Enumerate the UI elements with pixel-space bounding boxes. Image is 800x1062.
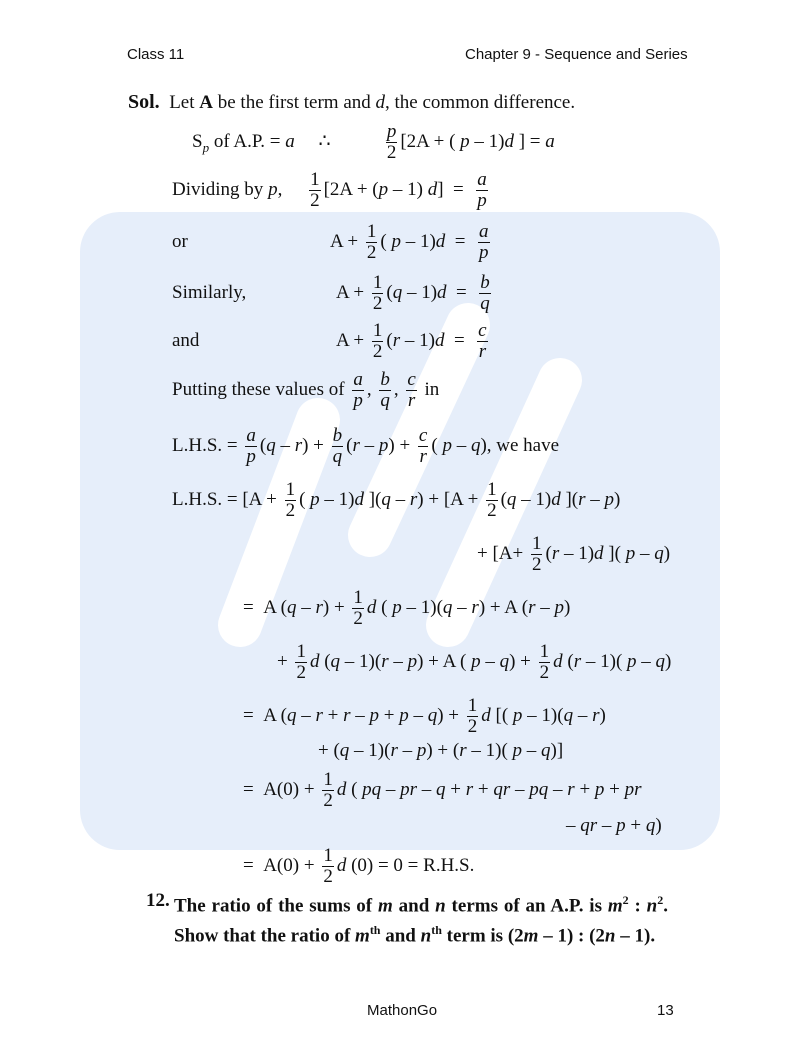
equation-sp: $S_p$ of A.P. = a ∴ $\frac{p}{2}$ [2A + ( p – 1)d ] = a — [192, 121, 555, 164]
equation-lhs-2: + [A+ $\frac{1}{2}$ (r – 1)d ]( p – q) — [477, 533, 671, 576]
label-similarly: Similarly, — [172, 282, 247, 303]
equation-final: = A(0) + $\frac{1}{2}$ d (0) = 0 = R.H.S. — [243, 845, 475, 888]
label-or: or — [172, 231, 188, 252]
question-12 — [146, 888, 668, 949]
equation-step-1b: + $\frac{1}{2}$ d (q – 1)(r – p) + A ( p – q) + $\frac{1}{2}$ d (r – 1)( p – q) — [277, 641, 672, 684]
equation-step-2b: + (q – 1)(r – p) + (r – 1)( p – q)] — [318, 740, 564, 761]
equation-or: A + $\frac{1}{2}$ ( p – 1)d = $\frac{a}{p}$ — [330, 221, 489, 264]
equation-similarly: A + $\frac{1}{2}$ (q – 1)d = $\frac{b}{q}$ — [336, 272, 490, 315]
footer-page-number: 13 — [657, 1002, 674, 1019]
question-text: The ratio of the sums of m and n terms of an A.P. is $m^2$ : $n^2$. Show that the ratio of $m^{th}$ and $n^{th}$ term is (2m – 1) : (2n – 1). — [174, 893, 668, 947]
header-chapter: Chapter 9 - Sequence and Series — [465, 46, 688, 63]
equation-step-2a: = A (q – r + r – p + p – q) + $\frac{1}{2}$ d [( p – 1)(q – r) — [243, 695, 606, 738]
equation-dividing: Dividing by p, $\frac{1}{2}$ [2A + (p – 1) d] = $\frac{a}{p}$ — [172, 169, 487, 212]
equation-step-3b: – qr – p + q) — [566, 815, 662, 836]
label-and: and — [172, 330, 200, 351]
solution-label: Sol. — [128, 91, 160, 113]
header-class: Class 11 — [127, 46, 185, 63]
question-number: 12. — [146, 890, 170, 911]
equation-step-1a: = A (q – r) + $\frac{1}{2}$ d ( p – 1)(q – r) + A (r – p) — [243, 587, 571, 630]
footer-brand: MathonGo — [367, 1002, 438, 1019]
equation-putting: Putting these values of $\frac{a}{p}$ , $\frac{b}{q}$ , $\frac{c}{r}$ in — [172, 369, 440, 412]
equation-step-3a: = A(0) + $\frac{1}{2}$ d ( pq – pr – q + r + qr – pq – r + p + pr — [243, 769, 642, 812]
equation-lhs-1: L.H.S. = [A + $\frac{1}{2}$ ( p – 1)d ](q – r) + [A + $\frac{1}{2}$ (q – 1)d ](r – p) — [172, 479, 621, 522]
equation-lhs-def: L.H.S. = $\frac{a}{p}$ (q – r) + $\frac{b}{q}$ (r – p) + $\frac{c}{r}$ ( p – q), we have — [172, 425, 560, 468]
equation-and: A + $\frac{1}{2}$ (r – 1)d = $\frac{c}{r}$ — [336, 320, 487, 363]
solution-intro: Sol. Let A be the first term and d, the common difference. — [128, 91, 576, 113]
